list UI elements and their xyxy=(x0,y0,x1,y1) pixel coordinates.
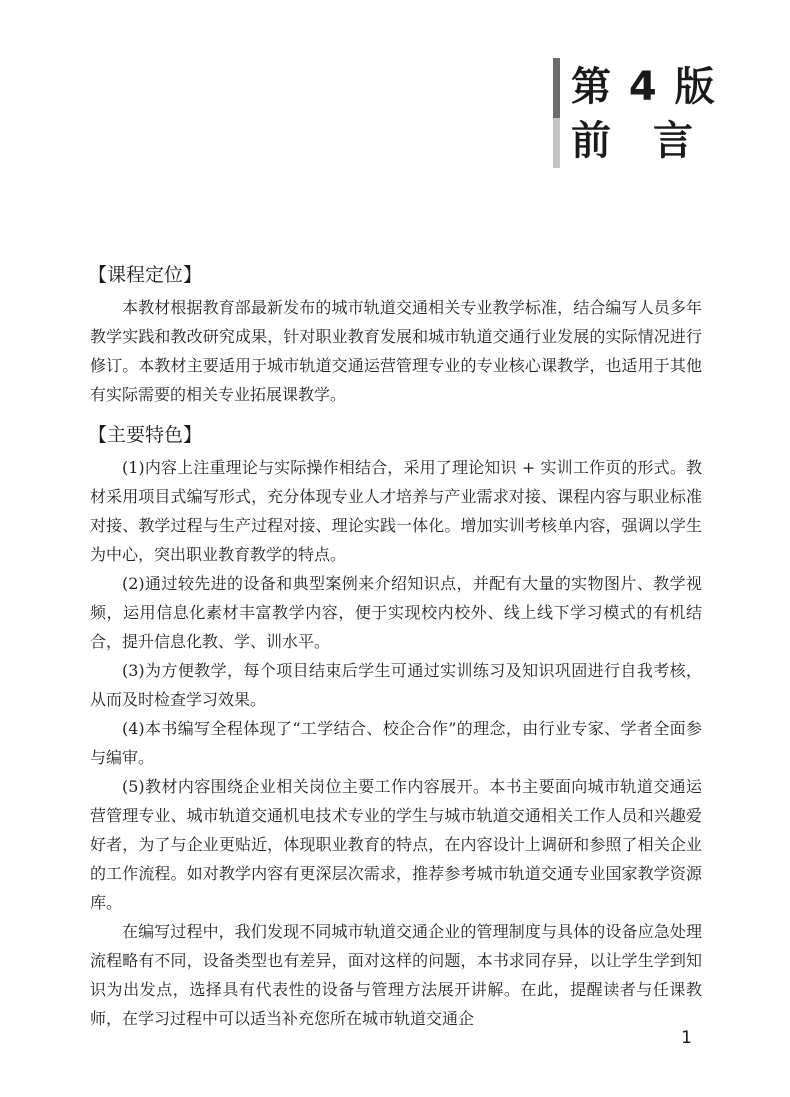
paragraph: (2)通过较先进的设备和典型案例来介绍知识点，并配有大量的实物图片、教学视频，运用信息化素材丰富教学内容，便于实现校内校外、线上线下学习模式的有机结合，提升信息化教、学、训水平。 xyxy=(90,574,702,651)
section-body-main-features xyxy=(90,453,702,1033)
section-heading-course-positioning: 【课程定位】 xyxy=(88,264,203,286)
paragraph: 本教材根据教育部最新发布的城市轨道交通相关专业教学标准，结合编写人员多年教学实践和教改研究成果，针对职业教育发展和城市轨道交通行业发展的实际情况进行修订。本教材主要适用于城市轨道交通运营管理专业的专业核心课教学，也适用于其他有实际需要的相关专业拓展课教学。 xyxy=(90,298,702,404)
paragraph: (4)本书编写全程体现了“工学结合、校企合作”的理念，由行业专家、学者全面参与编审。 xyxy=(90,719,702,767)
paragraph: 在编写过程中，我们发现不同城市轨道交通企业的管理制度与具体的设备应急处理流程略有不同，设备类型也有差异，面对这样的问题，本书求同存异，以让学生学到知识为出发点，选择具有代表性的设备与管理方法展开讲解。在此，提醒读者与任课教师，在学习过程中可以适当补充您所在城市轨道交通企 xyxy=(90,922,702,1028)
paragraph: (1)内容上注重理论与实际操作相结合，采用了理论知识 + 实训工作页的形式。教材采用项目式编写形式，充分体现专业人才培养与产业需求对接、课程内容与职业标准对接、教学过程与生产过程对接、理论实践一体化。增加实训考核单内容，强调以学生为中心，突出职业教育教学的特点。 xyxy=(90,458,702,564)
preface-title: 前言 xyxy=(571,118,735,164)
paragraph: (5)教材内容围绕企业相关岗位主要工作内容展开。本书主要面向城市轨道交通运营管理专业、城市轨道交通机电技术专业的学生与城市轨道交通相关工作人员和兴趣爱好者，为了与企业更贴近，体现职业教育的特点，在内容设计上调研和参照了相关企业的工作流程。如对教学内容有更深层次需求，推荐参考城市轨道交通专业国家教学资源库。 xyxy=(90,777,702,912)
title-accent-bar-light xyxy=(553,118,560,168)
page-number: 1 xyxy=(681,1028,692,1048)
section-heading-main-features: 【主要特色】 xyxy=(88,424,203,446)
paragraph: (3)为方便教学，每个项目结束后学生可通过实训练习及知识巩固进行自我考核，从而及时检查学习效果。 xyxy=(90,661,702,709)
edition-title: 第 4 版 xyxy=(571,64,717,110)
section-body-course-positioning xyxy=(90,293,702,409)
title-accent-bar-dark xyxy=(553,58,560,118)
title-block xyxy=(553,58,753,168)
